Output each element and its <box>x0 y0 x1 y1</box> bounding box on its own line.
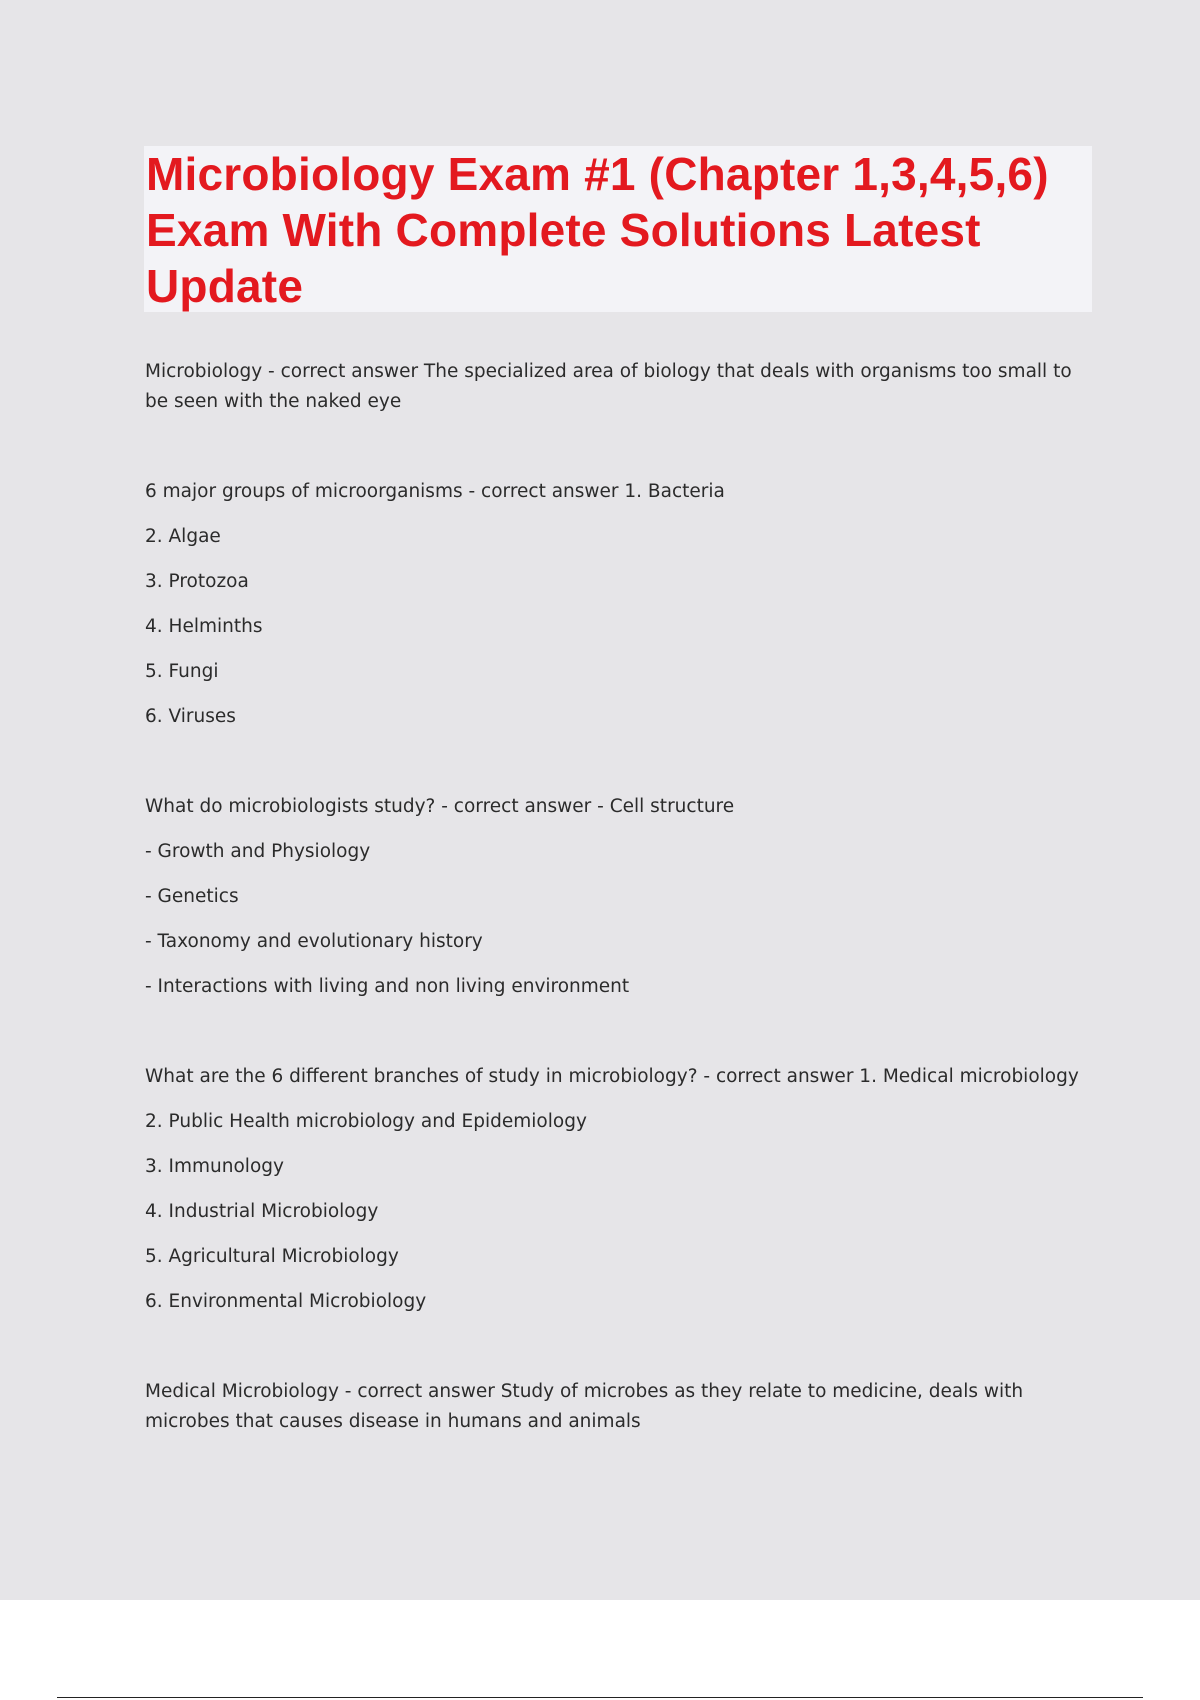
list-item: 6. Environmental Microbiology <box>145 1291 427 1312</box>
list-item: 5. Fungi <box>145 661 219 682</box>
list-item: 6. Viruses <box>145 706 236 727</box>
list-item: 4. Helminths <box>145 616 263 637</box>
answer-medical-microbiology: Medical Microbiology - correct answer Study of microbes as they relate to medicine, deals with microbes that causes disease in humans and animals <box>145 1381 1024 1432</box>
section-branches <box>145 1062 1095 1317</box>
section-microbiologists-study <box>145 792 1095 1002</box>
list-item: - Genetics <box>145 886 239 907</box>
list-item: - Taxonomy and evolutionary history <box>145 931 483 952</box>
document-title: Microbiology Exam #1 (Chapter 1,3,4,5,6) Exam With Complete Solutions Latest Update <box>146 148 1049 312</box>
list-item: 2. Algae <box>145 526 221 547</box>
question-line: What do microbiologists study? - correct answer - Cell structure <box>145 796 735 817</box>
list-item: - Growth and Physiology <box>145 841 371 862</box>
list-item: - Interactions with living and non living environment <box>145 976 630 997</box>
title-box <box>144 146 1092 312</box>
list-item: 3. Immunology <box>145 1156 284 1177</box>
question-line: What are the 6 different branches of study in microbiology? - correct answer 1. Medical microbiology <box>145 1066 1079 1087</box>
section-major-groups <box>145 477 1095 732</box>
document-content <box>145 357 1095 1437</box>
footer-divider <box>57 1697 1143 1698</box>
list-item: 4. Industrial Microbiology <box>145 1201 379 1222</box>
answer-microbiology: Microbiology - correct answer The specialized area of biology that deals with organisms too small to be seen with the naked eye <box>145 361 1072 412</box>
list-item: 3. Protozoa <box>145 571 249 592</box>
question-line: 6 major groups of microorganisms - correct answer 1. Bacteria <box>145 481 725 502</box>
list-item: 2. Public Health microbiology and Epidemiology <box>145 1111 587 1132</box>
list-item: 5. Agricultural Microbiology <box>145 1246 399 1267</box>
